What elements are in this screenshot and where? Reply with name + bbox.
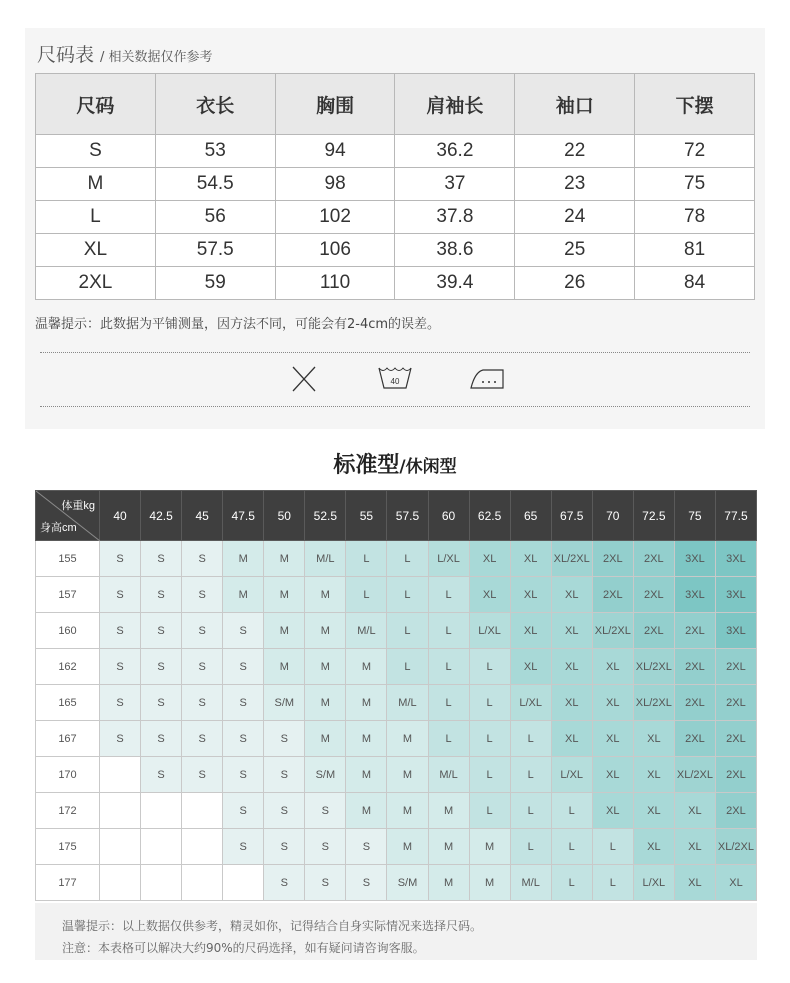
size-recommendation-cell: L (510, 829, 551, 865)
size-label-cell: XL (36, 234, 156, 267)
size-recommendation-cell: L (428, 721, 469, 757)
size-recommendation-cell: L (592, 829, 633, 865)
size-recommendation-cell: L (346, 541, 387, 577)
size-recommendation-cell: M (305, 721, 346, 757)
size-recommendation-cell: S (305, 865, 346, 901)
size-recommendation-cell: S (100, 649, 141, 685)
size-recommendation-cell: XL/2XL (674, 757, 715, 793)
size-recommendation-cell: M (469, 829, 510, 865)
measurement-cell: 72 (635, 135, 755, 168)
dotted-divider (40, 406, 750, 407)
size-recommendation-cell: XL (715, 865, 756, 901)
fit-type-sub: /休闲型 (399, 457, 457, 477)
size-recommendation-cell: XL (592, 757, 633, 793)
weight-header-cell: 72.5 (633, 491, 674, 541)
size-recommendation-cell: XL (469, 577, 510, 613)
footer-note-attention: 注意：本表格可以解决大约90%的尺码选择，如有疑问请咨询客服。 (62, 941, 425, 955)
no-bleach-icon (291, 364, 317, 398)
size-recommendation-cell: 2XL (592, 541, 633, 577)
size-recommendation-cell: 2XL (674, 649, 715, 685)
size-recommendation-cell: S (223, 649, 264, 685)
weight-header-cell: 45 (182, 491, 223, 541)
size-recommendation-cell: XL/2XL (715, 829, 756, 865)
size-table-header: 肩袖长 (395, 74, 515, 135)
size-recommendation-cell: S (182, 721, 223, 757)
size-recommendation-cell: L (428, 685, 469, 721)
weight-header-cell: 77.5 (715, 491, 756, 541)
size-recommendation-cell: 3XL (715, 541, 756, 577)
grid-row (36, 577, 757, 613)
size-recommendation-cell: L (387, 649, 428, 685)
size-recommendation-cell: 2XL (715, 757, 756, 793)
size-recommendation-cell: L (469, 685, 510, 721)
size-recommendation-cell (141, 865, 182, 901)
size-label-cell: M (36, 168, 156, 201)
size-table-header: 胸围 (275, 74, 395, 135)
wash-temp-label: 40 (390, 377, 400, 386)
size-recommendation-cell: M (346, 685, 387, 721)
size-chart-title-text: 尺码表 (37, 44, 95, 66)
size-recommendation-cell: XL (510, 577, 551, 613)
size-recommendation-cell: M (469, 865, 510, 901)
size-recommendation-cell: M (264, 577, 305, 613)
size-label-cell: 2XL (36, 267, 156, 300)
size-recommendation-cell: M/L (387, 685, 428, 721)
grid-row (36, 757, 757, 793)
measurement-cell: 26 (515, 267, 635, 300)
size-recommendation-cell: L (469, 793, 510, 829)
size-recommendation-cell: M (305, 613, 346, 649)
size-recommendation-cell: XL (633, 793, 674, 829)
size-recommendation-cell: S (264, 757, 305, 793)
measurement-cell: 75 (635, 168, 755, 201)
size-recommendation-cell: L (469, 757, 510, 793)
weight-header-cell: 57.5 (387, 491, 428, 541)
size-recommendation-cell: XL (510, 541, 551, 577)
size-recommendation-cell: XL (510, 649, 551, 685)
size-recommendation-cell: 3XL (715, 613, 756, 649)
measurement-cell: 37 (395, 168, 515, 201)
size-recommendation-cell: XL (633, 721, 674, 757)
height-cell: 172 (36, 793, 100, 829)
size-recommendation-cell (141, 829, 182, 865)
footer-notes (35, 903, 757, 960)
size-recommendation-cell: M (428, 793, 469, 829)
size-recommendation-cell: S (100, 577, 141, 613)
size-chart-subtitle: / 相关数据仅作参考 (100, 50, 213, 65)
size-recommendation-cell: S (100, 613, 141, 649)
weight-header-cell: 50 (264, 491, 305, 541)
dotted-divider (40, 352, 750, 353)
size-recommendation-cell: L/XL (633, 865, 674, 901)
size-table-header: 下摆 (635, 74, 755, 135)
iron-icon (469, 364, 505, 396)
size-recommendation-cell: S (346, 865, 387, 901)
weight-header-cell: 55 (346, 491, 387, 541)
size-recommendation-cell: S (182, 613, 223, 649)
size-recommendation-cell: XL (674, 793, 715, 829)
weight-header-cell: 62.5 (469, 491, 510, 541)
size-recommendation-cell: S (264, 793, 305, 829)
grid-row (36, 613, 757, 649)
measurement-cell: 106 (275, 234, 395, 267)
size-recommendation-cell (100, 793, 141, 829)
size-recommendation-cell (223, 865, 264, 901)
size-recommendation-cell: M (223, 577, 264, 613)
size-table-row (36, 234, 755, 267)
size-recommendation-cell: L/XL (510, 685, 551, 721)
size-recommendation-cell: 2XL (633, 577, 674, 613)
size-recommendation-cell: XL (633, 829, 674, 865)
size-recommendation-cell: XL (592, 685, 633, 721)
size-recommendation-cell: S (223, 613, 264, 649)
size-recommendation-cell (182, 865, 223, 901)
size-recommendation-cell: S (305, 829, 346, 865)
size-table-header: 衣长 (155, 74, 275, 135)
size-recommendation-cell: L/XL (428, 541, 469, 577)
size-recommendation-cell: XL (674, 829, 715, 865)
size-table-body (36, 135, 755, 300)
size-recommendation-cell: XL (592, 649, 633, 685)
size-table-row (36, 168, 755, 201)
size-recommendation-cell: S (305, 793, 346, 829)
size-recommendation-cell: 2XL (715, 793, 756, 829)
size-recommendation-cell: S (223, 757, 264, 793)
size-recommendation-cell: M (387, 757, 428, 793)
measurement-cell: 59 (155, 267, 275, 300)
grid-body (36, 541, 757, 901)
size-recommendation-cell: 2XL (715, 685, 756, 721)
size-recommendation-cell: S (223, 685, 264, 721)
size-recommendation-cell: L/XL (469, 613, 510, 649)
measurement-cell: 38.6 (395, 234, 515, 267)
size-recommendation-cell: L (510, 793, 551, 829)
size-recommendation-cell: S (182, 757, 223, 793)
size-recommendation-cell: M/L (510, 865, 551, 901)
wash-40-icon (377, 364, 413, 396)
height-cell: 177 (36, 865, 100, 901)
size-table-row (36, 267, 755, 300)
size-recommendation-cell: L (387, 613, 428, 649)
weight-axis-label: 体重kg (61, 500, 95, 512)
footer-note-tip: 温馨提示：以上数据仅供参考，精灵如你，记得结合自身实际情况来选择尺码。 (62, 919, 483, 933)
size-recommendation-cell: S (264, 829, 305, 865)
size-recommendation-cell: M (387, 829, 428, 865)
weight-header-cell: 70 (592, 491, 633, 541)
measurement-cell: 94 (275, 135, 395, 168)
size-recommendation-cell: XL (469, 541, 510, 577)
measurement-cell: 24 (515, 201, 635, 234)
size-recommendation-cell: M/L (346, 613, 387, 649)
size-recommendation-cell: L (551, 793, 592, 829)
size-recommendation-cell: 2XL (715, 721, 756, 757)
size-recommendation-cell: XL (510, 613, 551, 649)
measurement-cell: 22 (515, 135, 635, 168)
size-label-cell: L (36, 201, 156, 234)
size-table-header: 尺码 (36, 74, 156, 135)
size-recommendation-cell: 2XL (674, 613, 715, 649)
measurement-cell: 78 (635, 201, 755, 234)
size-recommendation-cell (100, 865, 141, 901)
size-recommendation-cell: XL (551, 721, 592, 757)
size-recommendation-cell: L (346, 577, 387, 613)
size-recommendation-cell: S (182, 685, 223, 721)
measurement-cell: 84 (635, 267, 755, 300)
size-recommendation-cell: L (428, 613, 469, 649)
weight-header-cell: 52.5 (305, 491, 346, 541)
measurement-cell: 102 (275, 201, 395, 234)
grid-row (36, 685, 757, 721)
size-recommendation-cell: L (551, 829, 592, 865)
size-recommendation-cell: S (141, 649, 182, 685)
measurement-cell: 25 (515, 234, 635, 267)
size-recommendation-cell: XL/2XL (633, 685, 674, 721)
height-cell: 157 (36, 577, 100, 613)
size-recommendation-cell: S (182, 541, 223, 577)
height-cell: 170 (36, 757, 100, 793)
size-recommendation-cell: XL (592, 793, 633, 829)
measurement-cell: 39.4 (395, 267, 515, 300)
height-cell: 162 (36, 649, 100, 685)
size-recommendation-cell: M (428, 865, 469, 901)
size-recommendation-cell: XL (592, 721, 633, 757)
size-recommendation-cell: S (264, 721, 305, 757)
size-recommendation-cell: M (387, 793, 428, 829)
size-recommendation-cell: XL (674, 865, 715, 901)
size-recommendation-grid (35, 490, 757, 901)
size-recommendation-cell: S (223, 721, 264, 757)
size-recommendation-cell: L (510, 721, 551, 757)
measurement-cell: 23 (515, 168, 635, 201)
grid-row (36, 541, 757, 577)
size-table-header-row (36, 74, 755, 135)
size-recommendation-cell: M (305, 577, 346, 613)
size-recommendation-cell (182, 829, 223, 865)
size-table-row (36, 135, 755, 168)
fit-type-title (0, 448, 790, 479)
size-label-cell: S (36, 135, 156, 168)
height-axis-label: 身高cm (40, 522, 77, 534)
size-recommendation-cell: S (100, 685, 141, 721)
weight-header-cell: 60 (428, 491, 469, 541)
size-recommendation-cell: S (223, 793, 264, 829)
size-recommendation-cell: S (264, 865, 305, 901)
measurement-cell: 110 (275, 267, 395, 300)
measurement-cell: 98 (275, 168, 395, 201)
size-recommendation-cell: L (469, 721, 510, 757)
size-recommendation-cell: XL/2XL (592, 613, 633, 649)
size-recommendation-cell: XL (551, 649, 592, 685)
size-recommendation-cell: 2XL (715, 649, 756, 685)
fit-type-main: 标准型 (333, 453, 400, 478)
size-recommendation-cell: S (100, 721, 141, 757)
grid-row (36, 649, 757, 685)
height-cell: 160 (36, 613, 100, 649)
size-recommendation-cell: L (592, 865, 633, 901)
size-recommendation-cell: L (428, 649, 469, 685)
size-recommendation-cell (141, 793, 182, 829)
measurement-cell: 81 (635, 234, 755, 267)
size-recommendation-cell: XL (551, 613, 592, 649)
size-recommendation-cell: M (305, 649, 346, 685)
grid-row (36, 865, 757, 901)
measurement-cell: 53 (155, 135, 275, 168)
size-recommendation-cell: L (551, 865, 592, 901)
size-recommendation-cell: M (346, 757, 387, 793)
measurement-cell: 57.5 (155, 234, 275, 267)
size-table (35, 73, 755, 300)
size-recommendation-cell: L (428, 577, 469, 613)
grid-row (36, 721, 757, 757)
grid-row (36, 829, 757, 865)
weight-header-cell: 75 (674, 491, 715, 541)
size-recommendation-cell: M (305, 685, 346, 721)
size-recommendation-cell: M (346, 721, 387, 757)
size-recommendation-cell (100, 757, 141, 793)
size-recommendation-cell: M (428, 829, 469, 865)
size-recommendation-cell: S (141, 757, 182, 793)
size-recommendation-cell: 2XL (592, 577, 633, 613)
size-recommendation-cell: M (387, 721, 428, 757)
size-recommendation-cell: XL (633, 757, 674, 793)
size-table-header: 袖口 (515, 74, 635, 135)
size-recommendation-cell (100, 829, 141, 865)
height-cell: 167 (36, 721, 100, 757)
size-recommendation-cell: S/M (305, 757, 346, 793)
size-recommendation-cell: 3XL (674, 577, 715, 613)
height-cell: 155 (36, 541, 100, 577)
size-recommendation-cell: S (346, 829, 387, 865)
size-recommendation-cell: M (264, 541, 305, 577)
size-recommendation-cell: S (141, 721, 182, 757)
size-recommendation-cell: S (223, 829, 264, 865)
size-chart-title (37, 40, 213, 67)
size-recommendation-cell: S (100, 541, 141, 577)
size-recommendation-cell: L (387, 541, 428, 577)
size-recommendation-cell: S (141, 541, 182, 577)
measurement-cell: 56 (155, 201, 275, 234)
weight-header-cell: 65 (510, 491, 551, 541)
size-recommendation-cell: S (141, 685, 182, 721)
size-recommendation-cell: 3XL (715, 577, 756, 613)
size-recommendation-cell: XL (551, 685, 592, 721)
size-recommendation-cell: M/L (305, 541, 346, 577)
weight-header-cell: 40 (100, 491, 141, 541)
size-recommendation-cell: M (346, 793, 387, 829)
size-recommendation-cell: S/M (387, 865, 428, 901)
size-recommendation-cell: XL/2XL (633, 649, 674, 685)
weight-header-cell: 42.5 (141, 491, 182, 541)
weight-header-cell: 47.5 (223, 491, 264, 541)
size-recommendation-cell: M (264, 613, 305, 649)
size-recommendation-cell: 2XL (633, 541, 674, 577)
size-recommendation-cell: S (182, 577, 223, 613)
size-recommendation-cell: L (387, 577, 428, 613)
measurement-cell: 54.5 (155, 168, 275, 201)
size-recommendation-cell: 3XL (674, 541, 715, 577)
measurement-cell: 36.2 (395, 135, 515, 168)
size-recommendation-cell: S (141, 613, 182, 649)
size-recommendation-cell: L/XL (551, 757, 592, 793)
height-cell: 165 (36, 685, 100, 721)
height-cell: 175 (36, 829, 100, 865)
size-recommendation-cell (182, 793, 223, 829)
size-recommendation-cell: L (510, 757, 551, 793)
size-recommendation-cell: XL (551, 577, 592, 613)
grid-header-row (36, 491, 757, 541)
size-recommendation-cell: S/M (264, 685, 305, 721)
size-recommendation-cell: XL/2XL (551, 541, 592, 577)
size-table-row (36, 201, 755, 234)
size-recommendation-cell: 2XL (674, 721, 715, 757)
size-recommendation-cell: S (141, 577, 182, 613)
measurement-tip: 温馨提示：此数据为平铺测量，因方法不同，可能会有2-4cm的误差。 (35, 317, 441, 332)
size-recommendation-cell: M (223, 541, 264, 577)
grid-corner-cell (36, 491, 100, 541)
size-recommendation-cell: S (182, 649, 223, 685)
weight-header-cell: 67.5 (551, 491, 592, 541)
size-recommendation-cell: M/L (428, 757, 469, 793)
size-recommendation-cell: M (264, 649, 305, 685)
measurement-cell: 37.8 (395, 201, 515, 234)
size-chart-panel (25, 28, 765, 429)
size-recommendation-cell: M (346, 649, 387, 685)
size-recommendation-cell: 2XL (633, 613, 674, 649)
size-recommendation-cell: 2XL (674, 685, 715, 721)
size-recommendation-cell: L (469, 649, 510, 685)
grid-row (36, 793, 757, 829)
